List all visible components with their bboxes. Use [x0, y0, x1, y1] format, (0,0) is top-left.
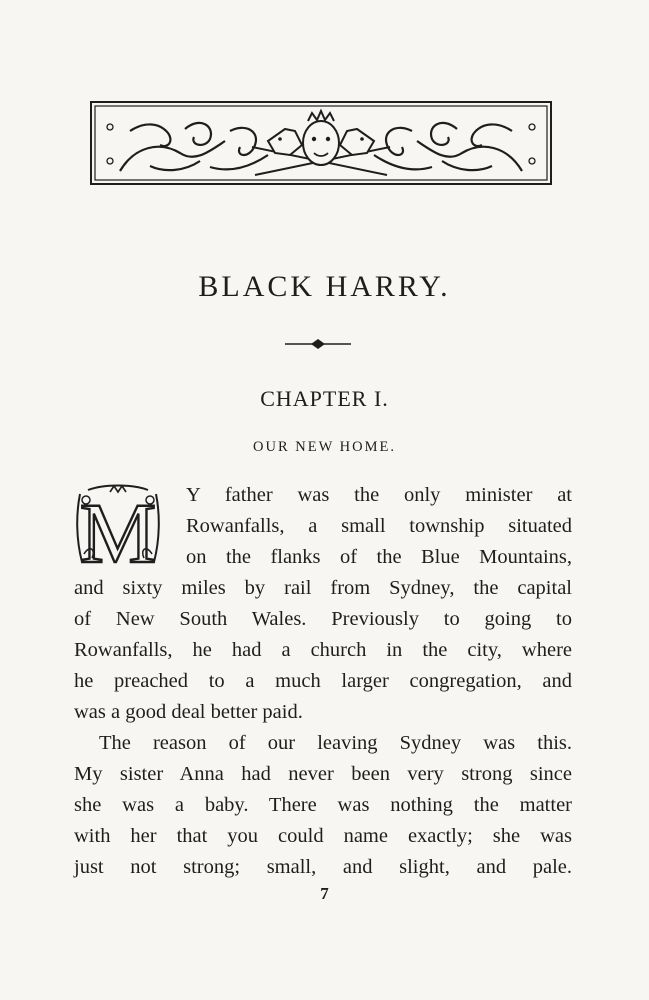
text-line: Rowanfalls, a small township situated [186, 515, 572, 537]
text-line: and sixty miles by rail from Sydney, the capital [74, 577, 572, 599]
page-number: 7 [320, 884, 329, 903]
text-line: he preached to a much larger congregation, and [74, 670, 572, 692]
chapter-subtitle: OUR NEW HOME. [253, 439, 396, 455]
text-line: she was a baby. There was nothing the matter [74, 794, 572, 816]
chapter-heading: CHAPTER I. [260, 386, 389, 411]
text-line: Y father was the only minister at [186, 484, 572, 506]
text-line: on the flanks of the Blue Mountains, [186, 546, 572, 568]
text-line: of New South Wales. Previously to going to [74, 608, 572, 630]
text-line: just not strong; small, and slight, and pale. [74, 856, 572, 878]
ornamental-headpiece [90, 101, 552, 185]
text-line: My sister Anna had never been very strong since [74, 763, 572, 785]
text-line: was a good deal better paid. [74, 701, 303, 723]
text-line: Rowanfalls, he had a church in the city, where [74, 639, 572, 661]
text-line: The reason of our leaving Sydney was this. [99, 732, 572, 754]
title-divider-ornament [285, 337, 351, 351]
drop-cap-letter: M [79, 485, 157, 568]
drop-cap [74, 484, 162, 568]
book-title: BLACK HARRY. [198, 270, 451, 303]
text-line: with her that you could name exactly; she was [74, 825, 572, 847]
